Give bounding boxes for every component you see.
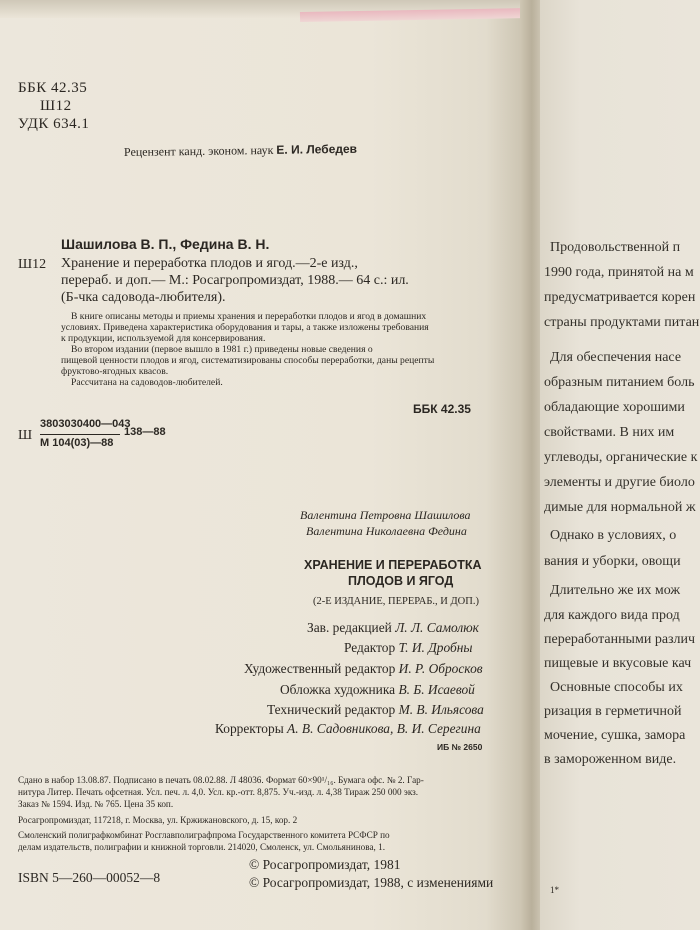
book-title-line-1: ХРАНЕНИЕ И ПЕРЕРАБОТКА	[304, 558, 482, 572]
right-line-9: углеводы, органические к	[544, 450, 698, 465]
reviewer-name: Е. И. Лебедев	[276, 141, 358, 157]
edition-note: (2-Е ИЗДАНИЕ, ПЕРЕРАБ., И ДОП.)	[313, 596, 479, 607]
abstract-line-7: Рассчитана на садоводов-любителей.	[71, 377, 223, 388]
credit-role: Зав. редакцией	[307, 620, 392, 635]
copyright-1981: © Росагропромиздат, 1981	[249, 857, 401, 872]
reviewer-label: Рецензент канд. эконом. наук	[123, 142, 274, 159]
credit-name: М. В. Ильясова	[398, 702, 484, 717]
credit-art-editor	[244, 661, 483, 677]
right-line-4: страны продуктами питан	[544, 315, 700, 330]
abstract-line-5: пищевой ценности плодов и ягод, систематизированы способы переработки, даны рецепты	[61, 355, 435, 366]
abstract-line-6: фруктово-ягодных квасов.	[61, 366, 169, 377]
credit-role: Редактор	[344, 640, 396, 655]
print-info-line-1: Сдано в набор 13.08.87. Подписано в печать 08.02.88. Л 48036. Формат 60×90¹/₁₆. Бумага офс. № 2. Гар-	[18, 775, 424, 785]
credit-name: В. Б. Исаевой	[398, 682, 475, 697]
formula-denominator: М 104(03)—88	[40, 437, 114, 449]
printer-line-2: делам издательств, полиграфии и книжной торговли. 214020, Смоленск, ул. Смольянинова, 1.	[18, 842, 386, 852]
credit-name: Л. Л. Самолюк	[395, 620, 479, 635]
credit-role: Художественный редактор	[244, 661, 396, 676]
right-line-8: свойствами. В них им	[544, 425, 675, 440]
formula-fraction-line	[40, 434, 120, 435]
citation-code: Ш12	[18, 257, 47, 272]
credit-editor	[344, 640, 472, 656]
copyright-1988: © Росагропромиздат, 1988, с изменениями	[249, 875, 494, 890]
credit-role: Обложка художника	[280, 682, 396, 697]
right-line-14: Длительно же их мож	[550, 583, 681, 598]
book-title-line-2: ПЛОДОВ И ЯГОД	[348, 574, 454, 588]
credit-head-editor	[307, 620, 479, 636]
right-line-2: 1990 года, принятой на м	[544, 265, 694, 280]
print-info-line-2: нитура Литер. Печать офсетная. Усл. печ. л. 4,0. Усл. кр.-отт. 8,875. Уч.-изд. л. 4,38 Тираж 250 000 экз.	[18, 787, 419, 797]
credit-name: Т. И. Дробны	[398, 640, 473, 655]
citation-authors: Шашилова В. П., Федина В. Н.	[61, 236, 270, 252]
right-line-13: вания и уборки, овощи	[544, 554, 681, 569]
right-line-3: предусматривается корен	[544, 290, 696, 305]
right-line-7: обладающие хорошими	[544, 400, 685, 415]
citation-line-2: перераб. и доп.— М.: Росагропромиздат, 1988.— 64 с.: ил.	[61, 273, 409, 288]
credit-name: И. Р. Обросков	[398, 661, 483, 676]
right-line-10: элементы и другие биоло	[544, 475, 695, 490]
right-line-21: в замороженном виде.	[544, 752, 677, 767]
citation-line-1: Хранение и переработка плодов и ягод.—2-е изд.,	[61, 256, 358, 271]
signature-mark: 1*	[550, 885, 559, 895]
credit-role: Технический редактор	[267, 702, 396, 717]
author-name-1: Валентина Петровна Шашилова	[300, 508, 471, 522]
print-info-line-3: Заказ № 1594. Изд. № 765. Цена 35 коп.	[18, 799, 174, 809]
bbk-classification: ББК 42.35	[413, 402, 471, 416]
publisher-address: Росагропромиздат, 117218, г. Москва, ул. Кржижановского, д. 15, кор. 2	[18, 815, 298, 825]
right-line-15: для каждого вида прод	[544, 608, 680, 623]
right-line-20: мочение, сушка, замора	[544, 728, 686, 743]
formula-prefix: Ш	[18, 428, 33, 443]
right-line-1: Продовольственной п	[550, 240, 681, 255]
credit-tech-editor	[267, 702, 484, 718]
right-line-17: пищевые и вкусовые кач	[544, 656, 692, 671]
author-sign: Ш12	[40, 98, 72, 114]
abstract-line-3: к продукции, используемой для консервирования.	[61, 333, 266, 344]
right-page	[540, 0, 700, 930]
right-line-19: ризация в герметичной	[544, 704, 682, 719]
abstract-line-4: Во втором издании (первое вышло в 1981 г.) приведены новые сведения о	[71, 344, 373, 355]
formula-suffix: 138—88	[124, 426, 166, 438]
bbk-code: ББК 42.35	[18, 80, 88, 96]
right-line-11: димые для нормальной ж	[544, 500, 696, 515]
right-line-12: Однако в условиях, о	[550, 528, 677, 543]
right-line-5: Для обеспечения насе	[550, 350, 682, 365]
abstract-line-2: условиях. Приведена характеристика оборудования и тары, а также изложены требования	[61, 322, 429, 333]
formula-numerator: 3803030400—043	[40, 418, 131, 430]
citation-line-3: (Б-чка садовода-любителя).	[61, 290, 226, 305]
abstract-line-1: В книге описаны методы и приемы хранения и переработки плодов и ягод в домашних	[71, 311, 427, 322]
right-line-18: Основные способы их	[550, 680, 683, 695]
credit-proofreaders	[215, 721, 481, 737]
ib-number: ИБ № 2650	[437, 742, 483, 752]
author-name-2: Валентина Николаевна Федина	[306, 524, 467, 538]
printer-line-1: Смоленский полиграфкомбинат Росглавполиграфпрома Государственного комитета РСФСР по	[18, 830, 390, 840]
right-line-16: переработанными различ	[544, 632, 696, 647]
credit-cover	[280, 682, 475, 698]
right-line-6: образным питанием боль	[544, 375, 695, 390]
isbn: ISBN 5—260—00052—8	[18, 870, 161, 885]
credit-role: Корректоры	[215, 721, 284, 736]
credit-name: А. В. Садовникова, В. И. Серегина	[287, 721, 481, 736]
udk-code: УДК 634.1	[18, 116, 90, 132]
